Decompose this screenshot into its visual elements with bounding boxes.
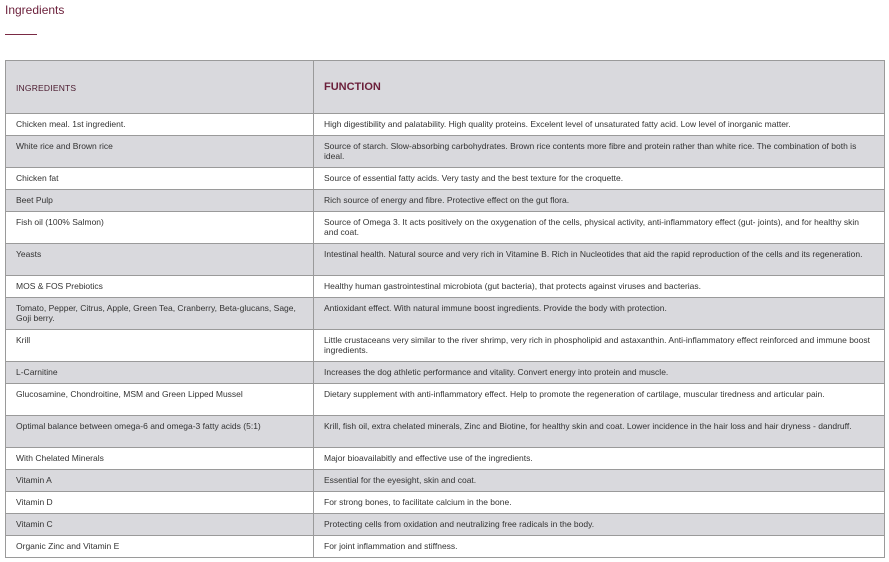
function-cell: High digestibility and palatability. High quality proteins. Excelent level of unsaturated fatty acid. Low level of inorganic matter. <box>314 114 885 136</box>
ingredient-cell: White rice and Brown rice <box>6 136 314 168</box>
ingredient-cell: L-Carnitine <box>6 362 314 384</box>
function-cell: For joint inflammation and stiffness. <box>314 536 885 558</box>
table-row <box>6 114 885 136</box>
function-cell: Essential for the eyesight, skin and coat. <box>314 470 885 492</box>
function-cell: Increases the dog athletic performance and vitality. Convert energy into protein and muscle. <box>314 362 885 384</box>
function-cell: Krill, fish oil, extra chelated minerals, Zinc and Biotine, for healthy skin and coat. Lower incidence in the hair loss and hair dryness - dandruff. <box>314 416 885 448</box>
table-row <box>6 362 885 384</box>
ingredient-cell: Organic Zinc and Vitamin E <box>6 536 314 558</box>
ingredient-cell: Vitamin C <box>6 514 314 536</box>
page-title: Ingredients <box>5 3 65 17</box>
ingredient-cell: Optimal balance between omega-6 and omega-3 fatty acids (5:1) <box>6 416 314 448</box>
function-cell: Dietary supplement with anti-inflammatory effect. Help to promote the regeneration of cartilage, muscular tiredness and articular pain. <box>314 384 885 416</box>
table-row <box>6 168 885 190</box>
function-cell: Little crustaceans very similar to the river shrimp, very rich in phospholipid and astaxanthin. Anti-inflammatory effect reinforced and immune boost ingredients. <box>314 330 885 362</box>
ingredient-cell: Krill <box>6 330 314 362</box>
table-row <box>6 492 885 514</box>
table-row <box>6 514 885 536</box>
function-cell: Source of essential fatty acids. Very tasty and the best texture for the croquette. <box>314 168 885 190</box>
ingredient-cell: Yeasts <box>6 244 314 276</box>
ingredient-cell: With Chelated Minerals <box>6 448 314 470</box>
ingredient-cell: Vitamin D <box>6 492 314 514</box>
function-cell: For strong bones, to facilitate calcium in the bone. <box>314 492 885 514</box>
table-row <box>6 416 885 448</box>
ingredient-cell: Tomato, Pepper, Citrus, Apple, Green Tea, Cranberry, Beta-glucans, Sage, Goji berry. <box>6 298 314 330</box>
table-row <box>6 536 885 558</box>
ingredient-cell: Fish oil (100% Salmon) <box>6 212 314 244</box>
table-row <box>6 384 885 416</box>
table-row <box>6 276 885 298</box>
function-cell: Source of starch. Slow-absorbing carbohydrates. Brown rice contents more fibre and protein rather than white rice. The combination of both is ideal. <box>314 136 885 168</box>
function-cell: Protecting cells from oxidation and neutralizing free radicals in the body. <box>314 514 885 536</box>
table-row <box>6 330 885 362</box>
table-row <box>6 448 885 470</box>
table-row <box>6 190 885 212</box>
function-column-header: FUNCTION <box>314 61 885 114</box>
ingredient-cell: Chicken meal. 1st ingredient. <box>6 114 314 136</box>
function-cell: Rich source of energy and fibre. Protective effect on the gut flora. <box>314 190 885 212</box>
ingredient-cell: MOS & FOS Prebiotics <box>6 276 314 298</box>
ingredient-cell: Beet Pulp <box>6 190 314 212</box>
table-row <box>6 212 885 244</box>
ingredient-cell: Glucosamine, Chondroitine, MSM and Green Lipped Mussel <box>6 384 314 416</box>
table-row <box>6 298 885 330</box>
ingredient-cell: Chicken fat <box>6 168 314 190</box>
ingredients-column-header: INGREDIENTS <box>6 61 314 114</box>
table-row <box>6 244 885 276</box>
ingredients-table <box>5 60 885 558</box>
table-header-row <box>6 61 885 114</box>
function-cell: Antioxidant effect. With natural immune boost ingredients. Provide the body with protection. <box>314 298 885 330</box>
title-divider <box>5 34 37 35</box>
table-row <box>6 136 885 168</box>
function-cell: Major bioavailabitly and effective use of the ingredients. <box>314 448 885 470</box>
function-cell: Intestinal health. Natural source and very rich in Vitamine B. Rich in Nucleotides that aid the rapid reproduction of the cells and its regeneration. <box>314 244 885 276</box>
function-cell: Healthy human gastrointestinal microbiota (gut bacteria), that protects against viruses and bacterias. <box>314 276 885 298</box>
ingredient-cell: Vitamin A <box>6 470 314 492</box>
function-cell: Source of Omega 3. It acts positively on the oxygenation of the cells, physical activity, anti-inflammatory effect (gut- joints), and for healthy skin and coat. <box>314 212 885 244</box>
table-row <box>6 470 885 492</box>
